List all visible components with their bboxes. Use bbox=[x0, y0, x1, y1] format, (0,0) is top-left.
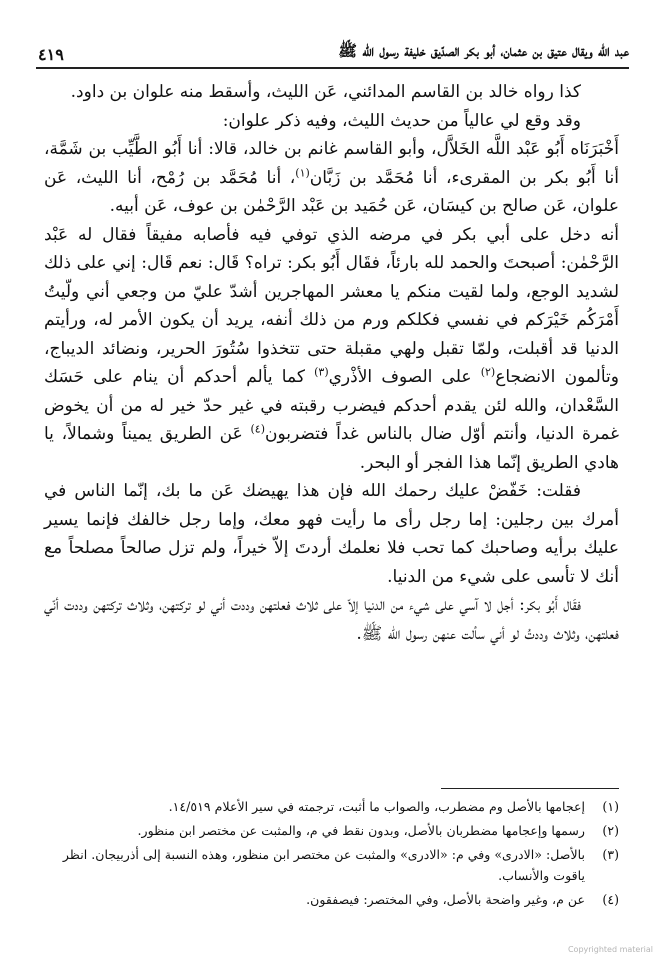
footnote-text: إعجامها بالأصل وم مضطرب، والصواب ما أثبت، ترجمته في سير الأعلام ١٤/٥١٩. bbox=[168, 799, 585, 814]
main-text bbox=[44, 78, 619, 648]
footnote bbox=[44, 820, 619, 841]
footnote-ref-4: (٤) bbox=[250, 422, 266, 436]
paragraph-1: كذا رواه خالد بن القاسم المدائني، عَن الليث، وأسقط منه علوان بن داود. bbox=[70, 82, 581, 102]
page-header bbox=[38, 40, 629, 64]
paragraph-hadith bbox=[44, 221, 619, 478]
footnote-text: بالأصل: «الادرى» وفي م: «الادرى» والمثبت عن مختصر ابن منظور، وهذه النسبة إلى أذربيجان. انظر ياقوت والأنساب. bbox=[62, 847, 585, 883]
footnote-number: (٣) bbox=[602, 847, 619, 862]
hadith-text-c: كما يألم أحدكم أن ينام على حَسَك السَّعْدان، والله لئن يقدم أحدكم فيضرب رقبته في غير حدّ خير له من أن يخوض غمرة الدنيا، وأنتم أوّل ضال بالناس غداً فتضربون bbox=[44, 367, 620, 444]
paragraph-abu-bakr: فقَال أَبُو بكر: أجل لا آسي على شيء من الدنيا إلاّ على ثلاث فعلتهن وددت أني لو تركتهن، وثلاث تركتهن وددت أنّي فعلتهن، وثلاث وددتُ لو أني سألت عنهن رسول الله ﷺ. bbox=[44, 595, 619, 644]
paragraph-reply: فقلت: خَفّضْ عليك رحمك الله فإن هذا يهيضك عَن ما بك، إنّما الناس في أمرك بين رجلين: إما رجل رأى ما رأيت فهو معك، وإما رجل خالفك فإنما يسير عليك برأيه وصاحبك كما تحب فلا نعلمك أردتَ إلاّ خيراً، ولم تزل صالحاً مصلحاً مع أنك لا تأسى على شيء من الدنيا. bbox=[44, 481, 619, 587]
isnad-text-end: ، أنا مُحَمَّد بن رُمْح، أنا الليث، عَن علوان، عَن صالح بن كيسَان، عَن حُمَيد بن عَبْد الرَّحْمٰن بن عوف، عَن أبيه. bbox=[44, 167, 619, 216]
header-rule bbox=[36, 67, 629, 69]
footnotes bbox=[44, 796, 619, 910]
isnad-text-start: أَخْبَرَنَاه أَبُو عَبْد اللَّه الخَلاَّل، وأبو القاسم غانم بن خالد، قالا: أنا أَبُو الطَّيِّب بن شَمَّة، أنا أَبُو بكر بن المقرىء، أنا مُحَمَّد بن زَبَّان bbox=[44, 139, 620, 188]
footnote bbox=[44, 796, 619, 817]
running-head: عبد الله ويقال عتيق بن عثمان، أبو بكر الصدّيق خليفة رسول الله ﷺ bbox=[338, 41, 629, 60]
hadith-text-a: أنه دخل على أبي بكر في مرضه الذي توفي فيه فأصابه مفيقاً فقال له عَبْد الرَّحْمٰن: أصبحتَ والحمد لله بارئاً، فقَال أَبُو بكر: تراه؟ قَال: نعم قَال: إني على ذلك لشديد الوجع، ولما لقيت منكم يا معشر المهاجرين أشدّ عليّ من وجعي أني ولّيتُ أَمْرَكُم خَيْرَكم في نفسي فكلكم ورم من ذلك أنفه، يريد أن يكون الأمر له، ورأيتم الدنيا قد أقبلت، ولمّا تقبل ولهي مقبلة حتى تتخذوا سُتُورَ الحرير، ونضائد الديباج، وتألمون الانضجاع bbox=[44, 224, 619, 387]
footnote-text: عن م، وغير واضحة بالأصل، وفي المختصر: فيصفقون. bbox=[306, 892, 585, 907]
footnote-rule bbox=[441, 788, 619, 789]
footnote bbox=[44, 889, 619, 910]
footnote-number: (٢) bbox=[602, 823, 619, 838]
paragraph-2: وقد وقع لي عالياً من حديث الليث، وفيه ذكر علوان: bbox=[222, 110, 581, 131]
page-number: ٤١٩ bbox=[38, 45, 64, 64]
footnote bbox=[44, 844, 619, 886]
paragraph-isnad bbox=[44, 135, 619, 221]
footnote-ref-3: (٣) bbox=[314, 365, 329, 379]
footnote-ref-2: (٢) bbox=[480, 365, 496, 379]
hadith-text-d: عَن الطريق يميناً وشمالاً، يا هادي الطريق إنّما هذا الفجر أو البحر. bbox=[44, 424, 619, 473]
footnote-number: (١) bbox=[602, 799, 619, 814]
hadith-text-b: على الصوف الأذْري bbox=[328, 367, 481, 387]
footnote-number: (٤) bbox=[602, 892, 619, 907]
footnote-text: رسمها وإعجامها مضطربان بالأصل، وبدون نقط في م، والمثبت عن مختصر ابن منظور. bbox=[137, 823, 585, 838]
footnote-ref-1: (١) bbox=[295, 165, 310, 179]
watermark: Copyrighted material bbox=[567, 945, 653, 954]
